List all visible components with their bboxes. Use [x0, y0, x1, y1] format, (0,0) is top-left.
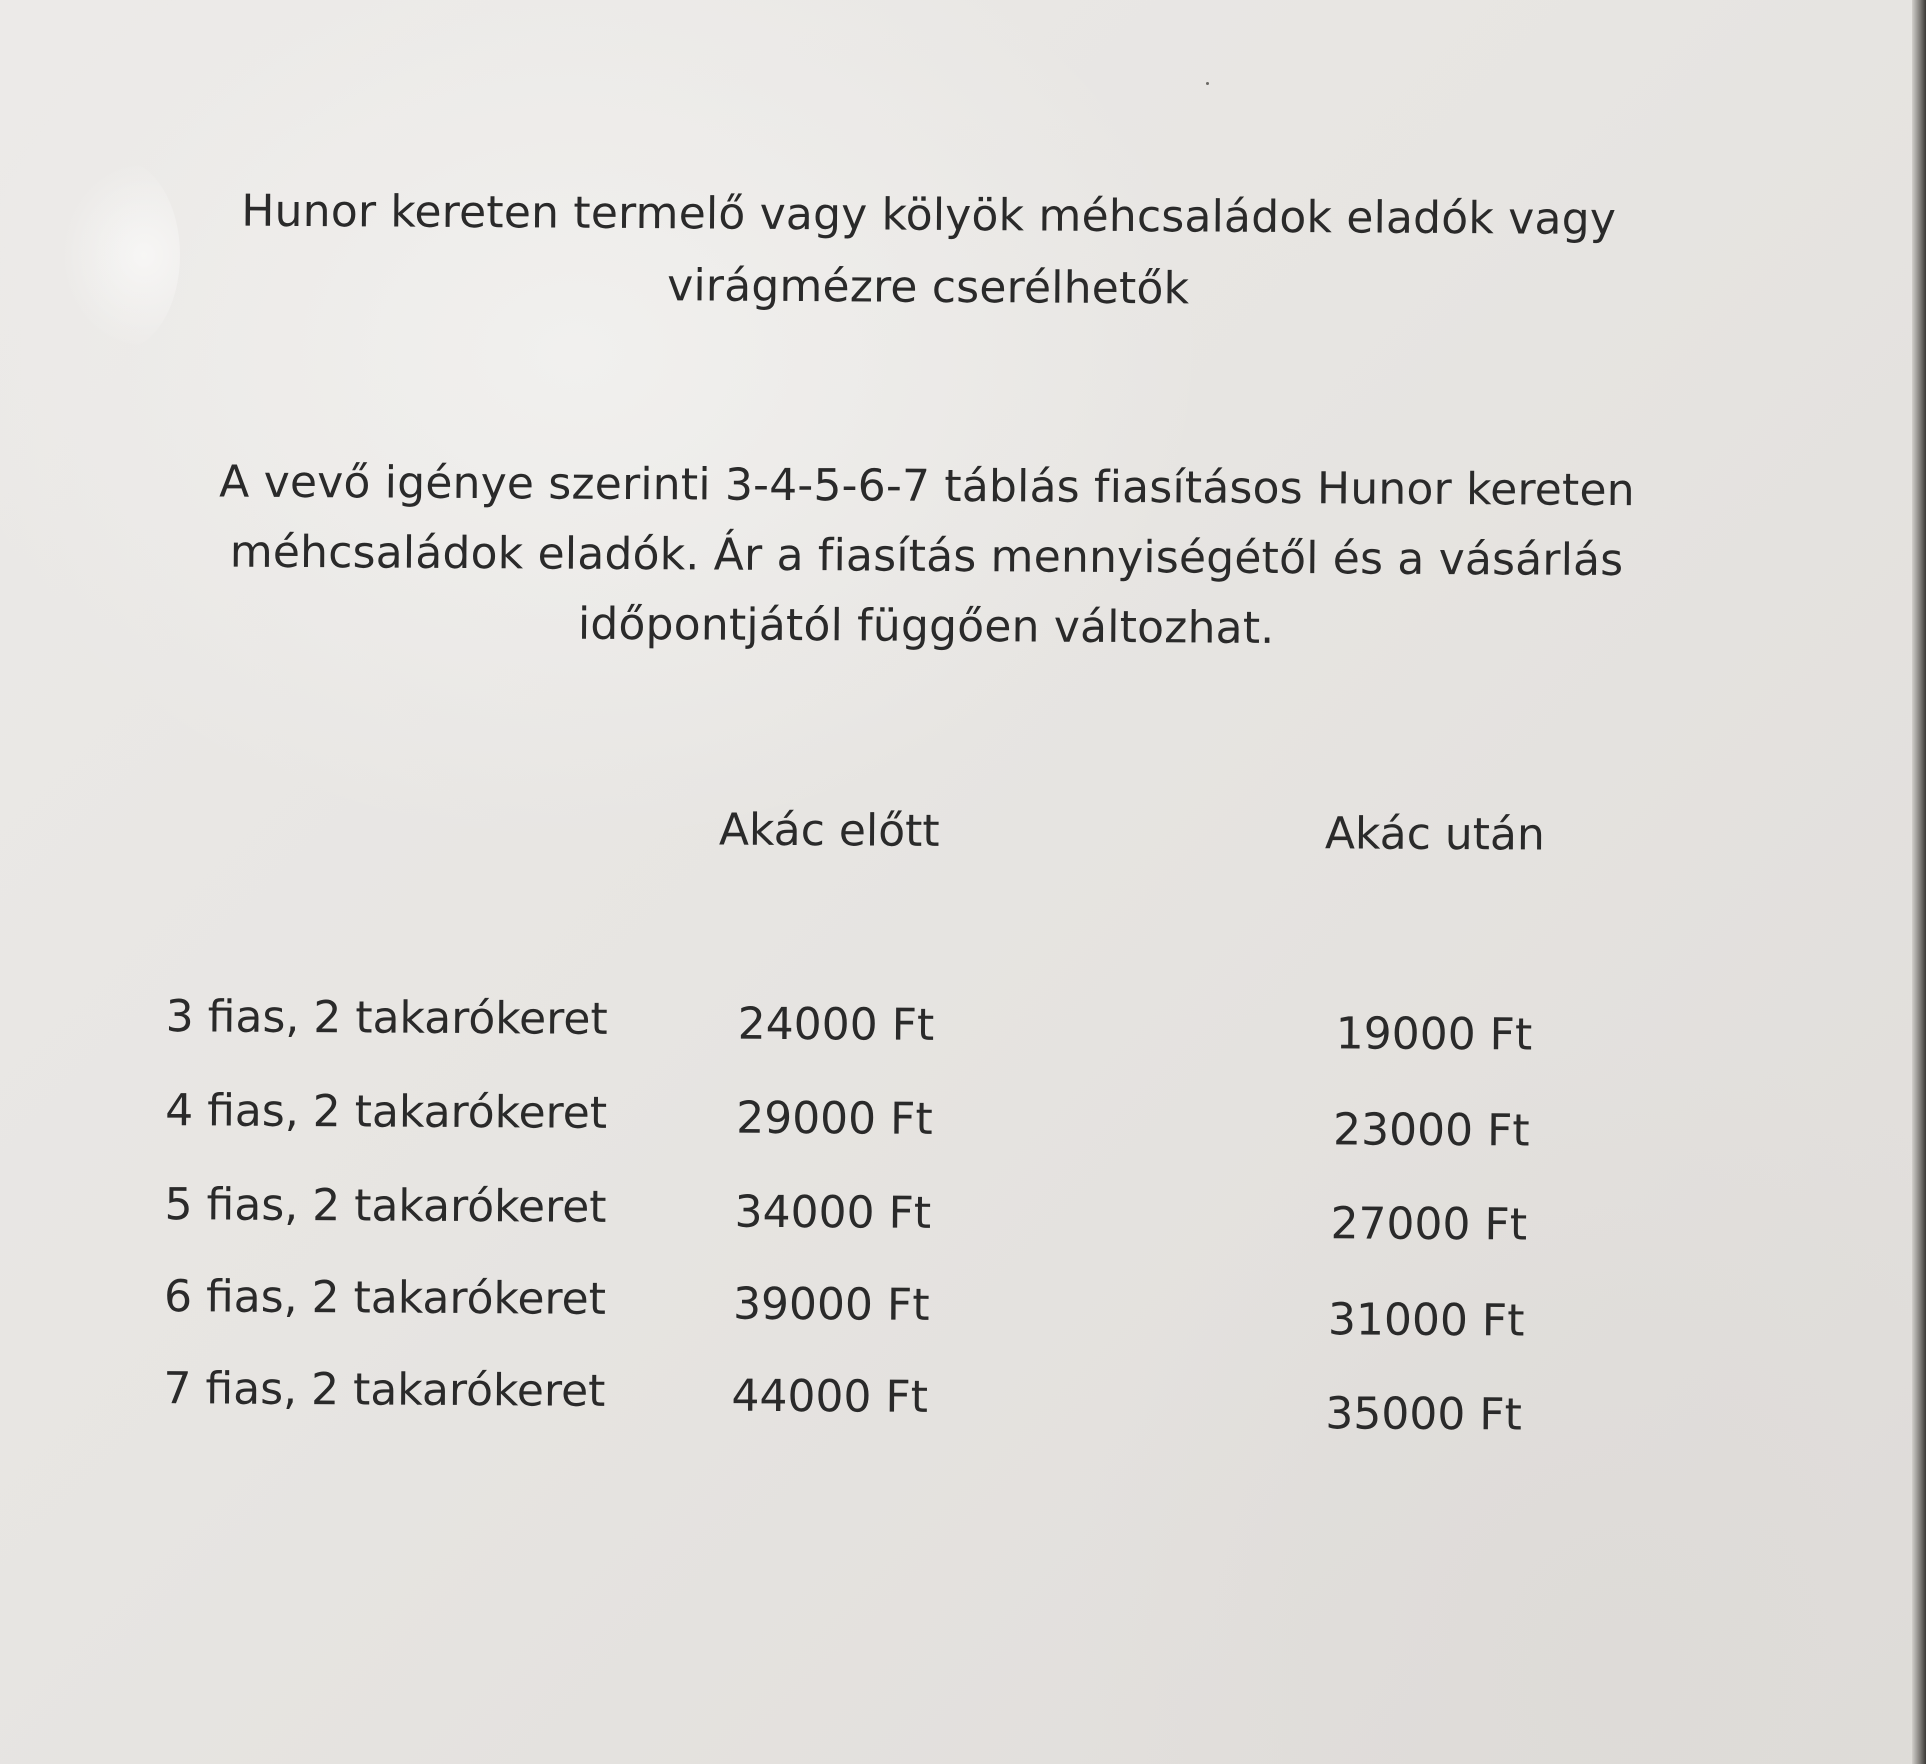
price-after: 27000 Ft — [1330, 1198, 1528, 1251]
column-header-after: Akác után — [1324, 808, 1546, 861]
row-label: 6 fias, 2 takarókeret — [163, 1271, 607, 1325]
price-before: 39000 Ft — [732, 1278, 930, 1331]
price-after: 23000 Ft — [1332, 1104, 1530, 1157]
price-after: 31000 Ft — [1327, 1294, 1525, 1347]
price-after: 35000 Ft — [1325, 1388, 1523, 1441]
price-before: 44000 Ft — [731, 1370, 929, 1423]
column-header-before: Akác előtt — [718, 804, 940, 857]
price-before: 34000 Ft — [734, 1186, 932, 1239]
row-label: 3 fias, 2 takarókeret — [165, 991, 608, 1045]
row-label: 7 fias, 2 takarókeret — [163, 1363, 606, 1417]
price-before: 24000 Ft — [737, 998, 935, 1051]
row-label: 4 fias, 2 takarókeret — [165, 1085, 608, 1139]
document-heading: Hunor kereten termelő vagy kölyök méhcsaládok eladók vagy virágmézre cserélhetők — [241, 185, 1617, 315]
paper-edge-shadow — [1912, 0, 1926, 1764]
price-before: 29000 Ft — [736, 1092, 933, 1145]
price-after: 19000 Ft — [1335, 1008, 1533, 1061]
document-paragraph: A vevő igénye szerinti 3-4-5-6-7 táblás fiasításos Hunor kereten méhcsaládok eladók. Ár a fiasítás mennyiségétől és a vásárlás időpontjától függően változhat. — [219, 456, 1635, 654]
row-label: 5 fias, 2 takarókeret — [164, 1179, 607, 1233]
